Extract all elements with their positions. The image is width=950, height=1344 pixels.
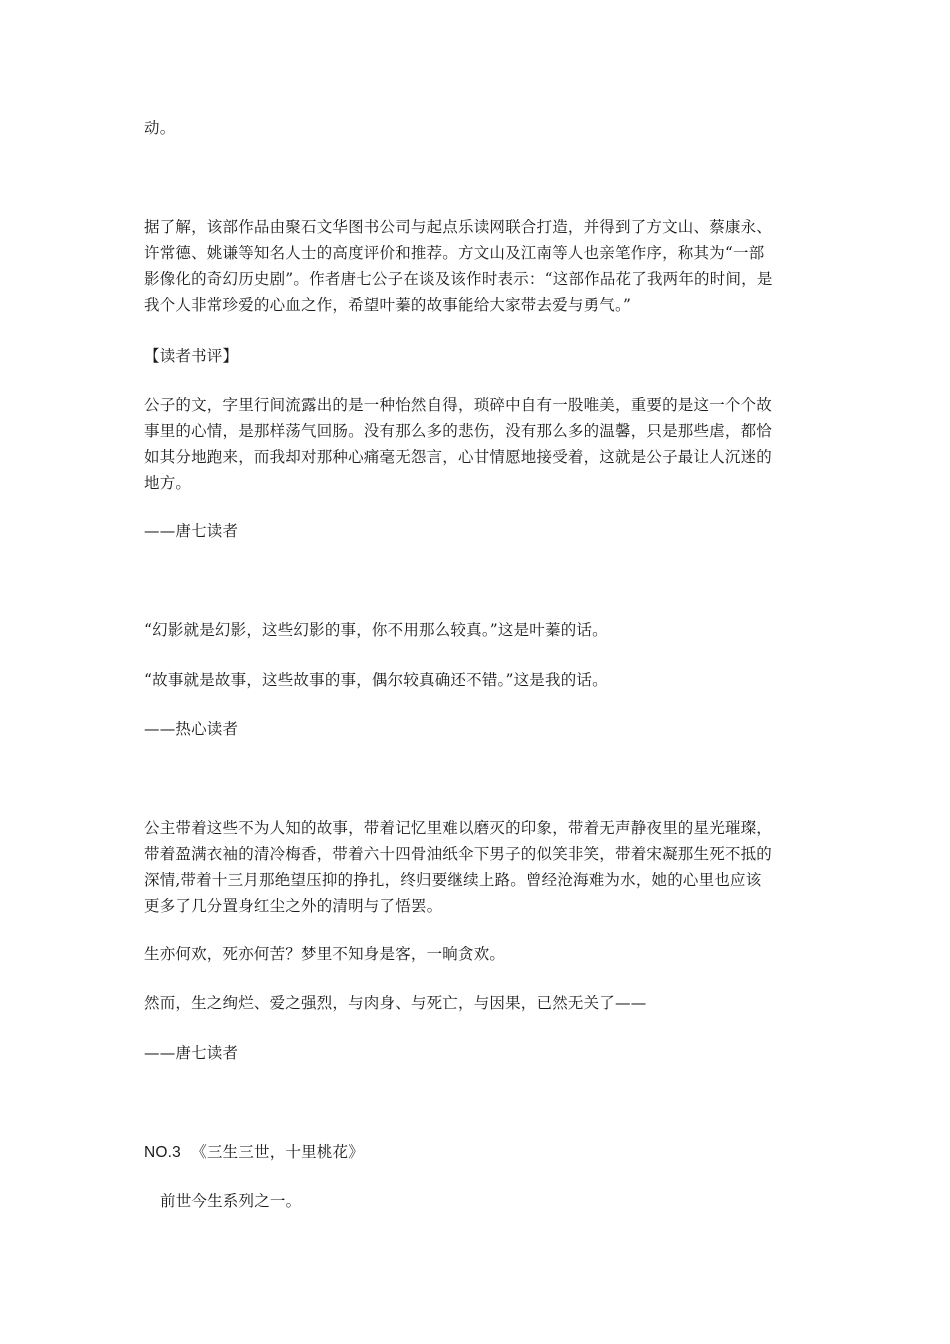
paragraph-line: 地方。 bbox=[144, 474, 192, 492]
section-heading: 【读者书评】 bbox=[144, 347, 239, 365]
paragraph-line: 据了解，该部作品由聚石文华图书公司与起点乐读网联合打造，并得到了方文山、蔡康永、 bbox=[144, 218, 773, 236]
next-book-subtitle: 前世今生系列之一。 bbox=[160, 1192, 302, 1210]
next-book-heading bbox=[144, 1142, 364, 1163]
review-2-author: ——热心读者 bbox=[144, 720, 239, 738]
paragraph-line: 如其分地跑来，而我却对那种心痛毫无怨言，心甘情愿地接受着，这就是公子最让人沉迷的 bbox=[144, 448, 773, 466]
review-2-quote-2: “故事就是故事，这些故事的事，偶尔较真确还不错。”这是我的话。 bbox=[144, 671, 608, 689]
review-3-verse: 生亦何欢，死亦何苦？梦里不知身是客，一晌贪欢。 bbox=[144, 945, 506, 963]
paragraph-line: 公主带着这些不为人知的故事，带着记忆里难以磨灭的印象，带着无声静夜里的星光璀璨， bbox=[144, 819, 773, 837]
paragraph-line: 更多了几分置身红尘之外的清明与了悟罢。 bbox=[144, 897, 443, 915]
next-book-number: NO.3 bbox=[144, 1144, 181, 1161]
paragraph-line: 带着盈满衣袖的清冷梅香，带着六十四骨油纸伞下男子的似笑非笑，带着宋凝那生死不抵的 bbox=[144, 845, 773, 863]
paragraph-line: 深情,带着十三月那绝望压抑的挣扎，终归要继续上路。曾经沧海难为水，她的心里也应该 bbox=[144, 871, 762, 889]
paragraph-line: 我个人非常珍爱的心血之作，希望叶蓁的故事能给大家带去爱与勇气。” bbox=[144, 296, 632, 314]
paragraph-line: 许常德、姚谦等知名人士的高度评价和推荐。方文山及江南等人也亲笔作序，称其为“一部 bbox=[144, 244, 765, 262]
review-2-quote-1: “幻影就是幻影，这些幻影的事，你不用那么较真。”这是叶蓁的话。 bbox=[144, 621, 608, 639]
review-3-conclusion: 然而，生之绚烂、爱之强烈，与肉身、与死亡，与因果，已然无关了—— bbox=[144, 994, 647, 1012]
next-book-title: 《三生三世，十里桃花》 bbox=[191, 1143, 364, 1161]
review-1-author: ——唐七读者 bbox=[144, 522, 239, 540]
paragraph-line: 公子的文，字里行间流露出的是一种怡然自得，琐碎中自有一股唯美，重要的是这一个个故 bbox=[144, 396, 773, 414]
paragraph-line: 影像化的奇幻历史剧”。作者唐七公子在谈及该作时表示：“这部作品花了我两年的时间，是 bbox=[144, 270, 773, 288]
paragraph-intro-tail: 动。 bbox=[144, 119, 176, 137]
paragraph-line: 事里的心情，是那样荡气回肠。没有那么多的悲伤，没有那么多的温馨，只是那些虐，都恰 bbox=[144, 422, 773, 440]
review-3-author: ——唐七读者 bbox=[144, 1044, 239, 1062]
